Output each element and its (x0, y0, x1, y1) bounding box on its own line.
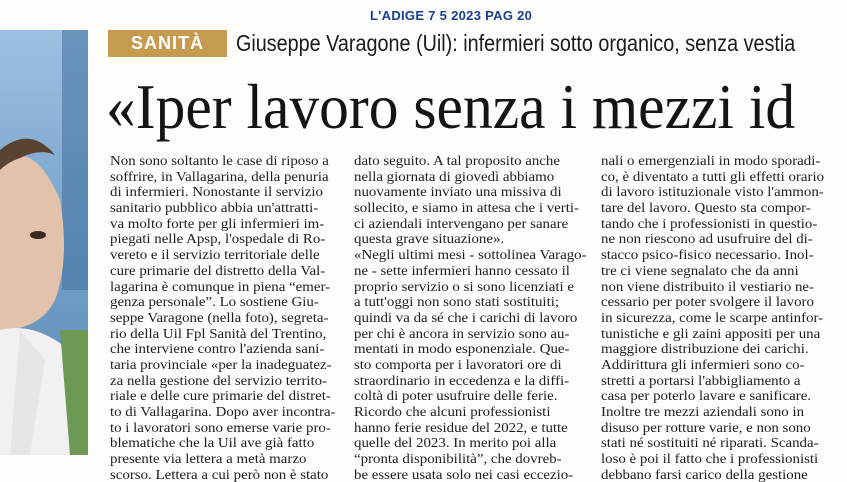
text-line (110, 216, 356, 232)
text-line-content: tunistiche e gli zaini appositi per una (601, 325, 821, 341)
text-line (354, 357, 592, 373)
text-line-content: che interviene contro l'azienda sani- (110, 341, 325, 357)
text-line (601, 263, 835, 279)
headline: «Iper lavoro senza i mezzi id (106, 71, 796, 142)
text-line-content: tare del lavoro. Questo sta compor- (601, 200, 811, 216)
text-line-content: lagarina è comunque in piena “emer- (110, 278, 331, 294)
text-line (110, 279, 356, 295)
text-line-content: stretti a portarsi l'abbigliamento a (601, 372, 801, 388)
text-line (110, 169, 356, 185)
text-line-content: quindi va da sé che i carichi di lavoro (354, 309, 578, 325)
text-line (110, 467, 356, 482)
text-line-content: hanno ferie residue del 2022, e tutte (354, 419, 568, 435)
text-line-content: tando che i professionisti in questio- (601, 215, 818, 231)
text-line-content: blematiche che la Uil ave già fatto (110, 435, 315, 451)
text-line-content: soffrire, in Vallagarina, della penuria (110, 168, 329, 184)
text-line-content: proprio servizio o si sono licenziati e (354, 278, 575, 294)
text-line (110, 247, 356, 263)
text-line-content: Non sono soltanto le case di riposo a (110, 153, 329, 168)
text-line (601, 247, 835, 263)
text-line (110, 200, 356, 216)
text-line (110, 294, 356, 310)
portrait-image (0, 30, 88, 455)
text-line (110, 435, 356, 451)
text-line (601, 388, 835, 404)
text-line-content: va molto forte per gli infermieri im- (110, 215, 325, 231)
text-line (110, 404, 356, 420)
text-line (354, 435, 592, 451)
text-line-content: ci aziendali intervengano per sanare (354, 215, 569, 231)
text-line (601, 153, 835, 169)
text-line-content: presente via lettera a metà marzo (110, 451, 307, 467)
text-line (354, 216, 592, 232)
text-line (354, 326, 592, 342)
text-line-content: taria provinciale «per la inadeguatez- (110, 356, 332, 372)
text-line (354, 263, 592, 279)
text-line-content: co, è diventato a tutti gli effetti orario (601, 168, 825, 184)
text-line (354, 341, 592, 357)
text-line (354, 373, 592, 389)
text-line-content: za nella gestione del servizio territo- (110, 372, 328, 388)
text-line (110, 388, 356, 404)
text-line-content: stati né sostituiti né riparati. Scanda- (601, 435, 819, 451)
text-line-content: di lavoro istituzionale visto l'ammon- (601, 184, 824, 200)
text-line-content: debbano farsi carico della gestione (601, 466, 808, 482)
text-line (601, 341, 835, 357)
section-kicker: SANITÀ (108, 30, 227, 57)
text-line-content: tre ci viene segnalato che da anni (601, 262, 799, 278)
text-line-content: rio della Uil Fpl Sanità del Trentino, (110, 325, 327, 341)
text-line (601, 373, 835, 389)
text-line (601, 169, 835, 185)
article-column-2 (354, 153, 592, 482)
text-line (354, 169, 592, 185)
text-line (601, 435, 835, 451)
text-line (354, 200, 592, 216)
text-line (354, 153, 592, 169)
text-line-content: Ricordo che alcuni professionisti (354, 404, 551, 419)
text-line-content: genza personale”. Lo sostiene Giu- (110, 294, 319, 310)
article-column-3 (601, 153, 835, 482)
text-line (354, 247, 592, 263)
source-line: L'ADIGE 7 5 2023 PAG 20 (370, 8, 533, 23)
text-line-content: scorso. Lettera a cui però non è stato (110, 466, 329, 482)
text-line-content: casa per poterlo lavare e sanificare. (601, 388, 812, 404)
text-line (354, 279, 592, 295)
text-line-content: to di Vallagarina. Dopo aver incontra- (110, 404, 336, 419)
text-line (601, 279, 835, 295)
text-line (110, 357, 356, 373)
text-line (601, 451, 835, 467)
text-line-content: cessario per poter svolgere il lavoro (601, 294, 814, 310)
text-line-content: piegati nelle Apsp, l'ospedale di Ro- (110, 231, 326, 247)
text-line-content: sto comporta per i lavoratori ore di (354, 356, 562, 372)
text-line (354, 231, 592, 247)
text-line (601, 294, 835, 310)
text-line-content: to i lavoratori sono emerse varie pro- (110, 419, 331, 435)
text-line (354, 420, 592, 436)
text-line (110, 326, 356, 342)
text-line (354, 467, 592, 482)
text-line-content: in sicurezza, come le scarpe antinfor- (601, 309, 824, 325)
text-line-content: questa grave situazione». (354, 231, 505, 247)
portrait-photo (0, 30, 88, 455)
text-line-content: seppe Varagone (nella foto), segreta- (110, 309, 329, 325)
text-line-content: loso è poi il fatto che i professionisti (601, 451, 819, 467)
text-line-content: vereto e il servizio territoriale delle (110, 247, 320, 263)
article-column-1 (110, 153, 356, 482)
text-line-content: a tutt'oggi non sono stati sostituiti; (354, 294, 559, 310)
text-line (601, 184, 835, 200)
text-line-content: maggiore distribuzione dei carichi. (601, 341, 809, 357)
text-line (110, 373, 356, 389)
text-line (110, 231, 356, 247)
text-line (601, 231, 835, 247)
text-line-content: non viene distribuito il vestiario ne- (601, 278, 815, 294)
text-line-content: mentati in modo esponenziale. Que- (354, 341, 570, 357)
text-line-content: coltà di poter usufruire delle ferie. (354, 388, 558, 404)
subheadline: Giuseppe Varagone (Uil): infermieri sotto organico, senza vestia (236, 30, 796, 56)
text-line (110, 153, 356, 169)
text-line (601, 310, 835, 326)
text-line-content: disuso per rotture varie, e non sono (601, 419, 811, 435)
text-line-content: be essere usata solo nei casi eccezio- (354, 466, 574, 482)
text-line (110, 420, 356, 436)
text-line (354, 310, 592, 326)
text-line (110, 263, 356, 279)
text-line (354, 388, 592, 404)
text-line-content: quelle del 2023. In merito poi alla (354, 435, 557, 451)
text-line (110, 451, 356, 467)
text-line (354, 184, 592, 200)
text-line-content: «Negli ultimi mesi - sottolinea Varago- (354, 247, 587, 263)
text-line (601, 200, 835, 216)
text-line-content: riale e delle cure primarie del distret- (110, 388, 331, 404)
text-line-content: stacco psico-fisico necessario. Inol- (601, 247, 814, 263)
text-line (601, 404, 835, 420)
text-line-content: sanitario pubblico abbia un'attratti- (110, 200, 319, 216)
text-line-content: Addirittura gli infermieri sono co- (601, 356, 805, 372)
text-line-content: dato seguito. A tal proposito anche (354, 153, 560, 168)
text-line-content: nali o emergenziali in modo sporadi- (601, 153, 821, 168)
text-line-content: Inoltre tre mezzi aziendali sono in (601, 404, 805, 419)
text-line-content: cure primarie del distretto della Val- (110, 262, 326, 278)
text-line-content: di infermieri. Nonostante il servizio (110, 184, 323, 200)
text-line-content: “pronta disponibilità”, che dovreb- (354, 451, 562, 467)
text-line (601, 420, 835, 436)
text-line-content: ne - sette infermieri hanno cessato il (354, 262, 570, 278)
text-line-content: ne non riescono ad usufruire del di- (601, 231, 813, 247)
text-line (110, 310, 356, 326)
text-line-content: straordinario in eccedenza e la diffi- (354, 372, 570, 388)
text-line (601, 216, 835, 232)
text-line (354, 294, 592, 310)
text-line-content: nuovamente inviato una missiva di (354, 184, 562, 200)
text-line-content: sollecito, e siamo in attesa che i verti- (354, 200, 579, 216)
text-line (601, 326, 835, 342)
text-line-content: nella giornata di giovedì abbiamo (354, 168, 555, 184)
text-line (354, 404, 592, 420)
text-line (601, 467, 835, 482)
text-line (110, 184, 356, 200)
text-line-content: per chi è ancora in servizio sono au- (354, 325, 570, 341)
text-line (601, 357, 835, 373)
text-line (110, 341, 356, 357)
text-line (354, 451, 592, 467)
